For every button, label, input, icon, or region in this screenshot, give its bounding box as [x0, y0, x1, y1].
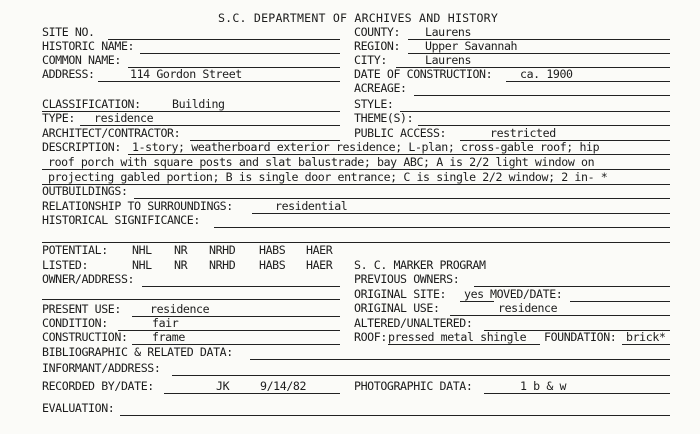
themes-label: THEME(S): [354, 111, 414, 125]
original-use-value: residence [498, 301, 558, 315]
acreage-label: ACREAGE: [354, 81, 407, 95]
type-label: TYPE: [42, 111, 75, 125]
common-name-label: COMMON NAME: [42, 53, 121, 67]
bibliographic-line [250, 359, 670, 360]
potential-option-nhl: NHL [132, 243, 152, 257]
potential-option-nr: NR [174, 243, 188, 257]
previous-owners-label: PREVIOUS OWNERS: [354, 272, 460, 286]
present-use-value: residence [150, 302, 210, 316]
description-line-1: 1-story; weatherboard exterior residence; L-plan; cross-gable roof; hip [132, 140, 600, 154]
region-value: Upper Savannah [425, 39, 518, 53]
owner-line [142, 286, 340, 287]
address-value: 114 Gordon Street [130, 67, 242, 81]
region-label: REGION: [354, 39, 401, 53]
historic-name-line [140, 53, 340, 54]
description-rule-3 [42, 184, 670, 185]
photographic-data-line [484, 393, 670, 394]
potential-option-haer: HAER [306, 243, 333, 257]
historical-significance-label: HISTORICAL SIGNIFICANCE: [42, 213, 200, 227]
altered-label: ALTERED/UNALTERED: [354, 316, 473, 330]
condition-value: fair [152, 316, 179, 330]
historical-significance-line [214, 227, 670, 228]
outbuildings-label: OUTBUILDINGS: [42, 184, 128, 198]
moved-date-label: MOVED/DATE: [490, 287, 563, 301]
evaluation-label: EVALUATION: [42, 401, 115, 415]
original-use-line [450, 315, 670, 316]
listed-option-nr: NR [174, 258, 188, 272]
type-value: residence [94, 111, 154, 125]
foundation-value: brick* [626, 330, 666, 344]
relationship-value: residential [275, 199, 348, 213]
date-of-construction-line [506, 81, 670, 82]
evaluation-line [120, 415, 670, 416]
listed-option-habs: HABS [259, 258, 286, 272]
recorded-date-value: 9/14/82 [260, 379, 307, 393]
foundation-line [622, 344, 670, 345]
informant-label: INFORMANT/ADDRESS: [42, 361, 161, 375]
listed-option-nhl: NHL [132, 258, 152, 272]
relationship-line [252, 213, 670, 214]
foundation-label: FOUNDATION: [544, 330, 617, 344]
style-label: STYLE: [354, 97, 394, 111]
marker-program-title: S. C. MARKER PROGRAM [354, 258, 486, 272]
county-value: Laurens [425, 25, 472, 39]
historic-name-label: HISTORIC NAME: [42, 39, 135, 53]
date-of-construction-label: DATE OF CONSTRUCTION: [354, 67, 493, 81]
roof-value: pressed metal shingle [388, 330, 527, 344]
description-line-3: projecting gabled portion; B is single door entrance; C is single 2/2 window; 2 in- * [48, 170, 608, 184]
recorded-line [164, 393, 340, 394]
construction-value: frame [152, 330, 185, 344]
site-no-line [108, 39, 340, 40]
city-label: CITY: [354, 53, 387, 67]
owner-line-2 [42, 299, 340, 300]
owner-label: OWNER/ADDRESS: [42, 272, 135, 286]
address-line [98, 81, 340, 82]
construction-label: CONSTRUCTION: [42, 330, 128, 344]
relationship-label: RELATIONSHIP TO SURROUNDINGS: [42, 199, 233, 213]
present-use-label: PRESENT USE: [42, 302, 121, 316]
acreage-line [414, 95, 670, 96]
roof-label: ROOF: [354, 330, 387, 344]
original-site-label: ORIGINAL SITE: [354, 287, 447, 301]
potential-option-habs: HABS [259, 243, 286, 257]
description-label: DESCRIPTION: [42, 140, 121, 154]
photographic-data-value: 1 b & w [520, 379, 567, 393]
city-value: Laurens [425, 53, 472, 67]
informant-line [172, 375, 670, 376]
address-label: ADDRESS: [42, 67, 95, 81]
form-title: S.C. DEPARTMENT OF ARCHIVES AND HISTORY [218, 11, 499, 25]
potential-option-nrhd: NRHD [209, 243, 236, 257]
bibliographic-label: BIBLIOGRAPHIC & RELATED DATA: [42, 345, 233, 359]
style-line [400, 111, 670, 112]
classification-label: CLASSIFICATION: [42, 97, 141, 111]
potential-label: POTENTIAL: [42, 243, 108, 257]
architect-label: ARCHITECT/CONTRACTOR: [42, 126, 181, 140]
site-no-label: SITE NO. [42, 25, 95, 39]
listed-option-haer: HAER [306, 258, 333, 272]
public-access-value: restricted [490, 126, 556, 140]
listed-label: LISTED: [42, 258, 89, 272]
original-site-line [460, 301, 494, 302]
listed-option-nrhd: NRHD [209, 258, 236, 272]
date-of-construction-value: ca. 1900 [520, 67, 573, 81]
photographic-data-label: PHOTOGRAPHIC DATA: [354, 379, 473, 393]
public-access-label: PUBLIC ACCESS: [354, 126, 447, 140]
recorded-by-value: JK [216, 379, 230, 393]
description-line-2: roof porch with square posts and slat balustrade; bay ABC; A is 2/2 light window on [48, 155, 595, 169]
moved-date-line [570, 301, 670, 302]
original-use-label: ORIGINAL USE: [354, 301, 440, 315]
recorded-by-label: RECORDED BY/DATE: [42, 379, 154, 393]
roof-line [388, 344, 540, 345]
classification-line [42, 111, 340, 112]
classification-value: Building [172, 97, 225, 111]
original-site-value: yes [464, 287, 484, 301]
condition-label: CONDITION: [42, 316, 108, 330]
county-label: COUNTY: [354, 25, 401, 39]
